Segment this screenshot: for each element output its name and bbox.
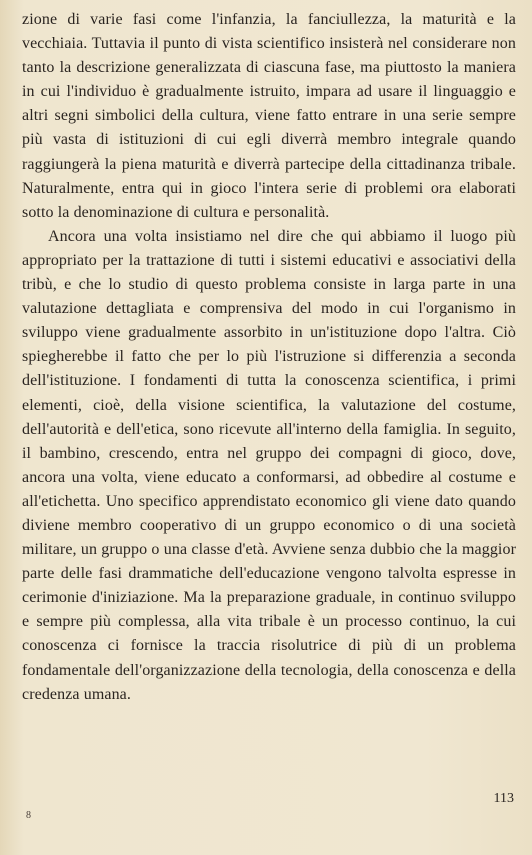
signature-mark: 8: [26, 810, 31, 821]
paragraph-2: Ancora una volta insistiamo nel dire che qui abbiamo il luogo più appropriato per la trattazione di tutti i sistemi educativi e associativi della tribù, e che lo studio di questo problema consiste in larga parte in una valutazione dettagliata e comprensiva del modo in cui l'organismo in sviluppo viene gradualmente assorbito in un'istituzione dopo l'altra. Ciò spiegherebbe il fatto che per lo più l'istruzione si differenzia a seconda dell'istituzione. I fondamenti di tutta la conoscenza scientifica, i primi elementi, cioè, della visione scientifica, la valutazione del costume, dell'autorità e dell'etica, sono ricevute all'interno della famiglia. In seguito, il bambino, crescendo, entra nel gruppo dei compagni di gioco, dove, ancora una volta, viene educato a conformarsi, ad obbedire al costume e all'etichetta. Uno specifico apprendistato economico gli viene dato quando diviene membro cooperativo di un gruppo economico o di una società militare, un gruppo o una classe d'età. Avviene senza dubbio che la maggior parte delle fasi drammatiche dell'educazione vengono talvolta espresse in cerimonie d'iniziazione. Ma la preparazione graduale, in continuo sviluppo e sempre più complessa, alla vita tribale è un processo continuo, la cui conoscenza ci fornisce la traccia risolutrice di più di un problema fondamentale dell'organizzazione della tecnologia, della conoscenza e della credenza umana.: [22, 227, 516, 703]
paragraph-1: zione di varie fasi come l'infanzia, la fanciullezza, la maturità e la vecchiaia. Tuttavia il punto di vista scientifico insisterà nel considerare non tanto la descrizione generalizzata di ciascuna fase, ma piuttosto la maniera in cui l'individuo è gradualmente istruito, impara ad usare il linguaggio e altri segni simbolici della cultura, viene fatto entrare in una serie sempre più vasta di istituzioni di cui egli diverrà membro integrale quando raggiungerà la piena maturità e diverrà partecipe della cittadinanza tribale. Naturalmente, entra qui in gioco l'intera serie di problemi ora elaborati sotto la denominazione di cultura e personalità.: [22, 11, 516, 221]
page-number: 113: [493, 791, 514, 806]
body-text: [22, 8, 516, 707]
